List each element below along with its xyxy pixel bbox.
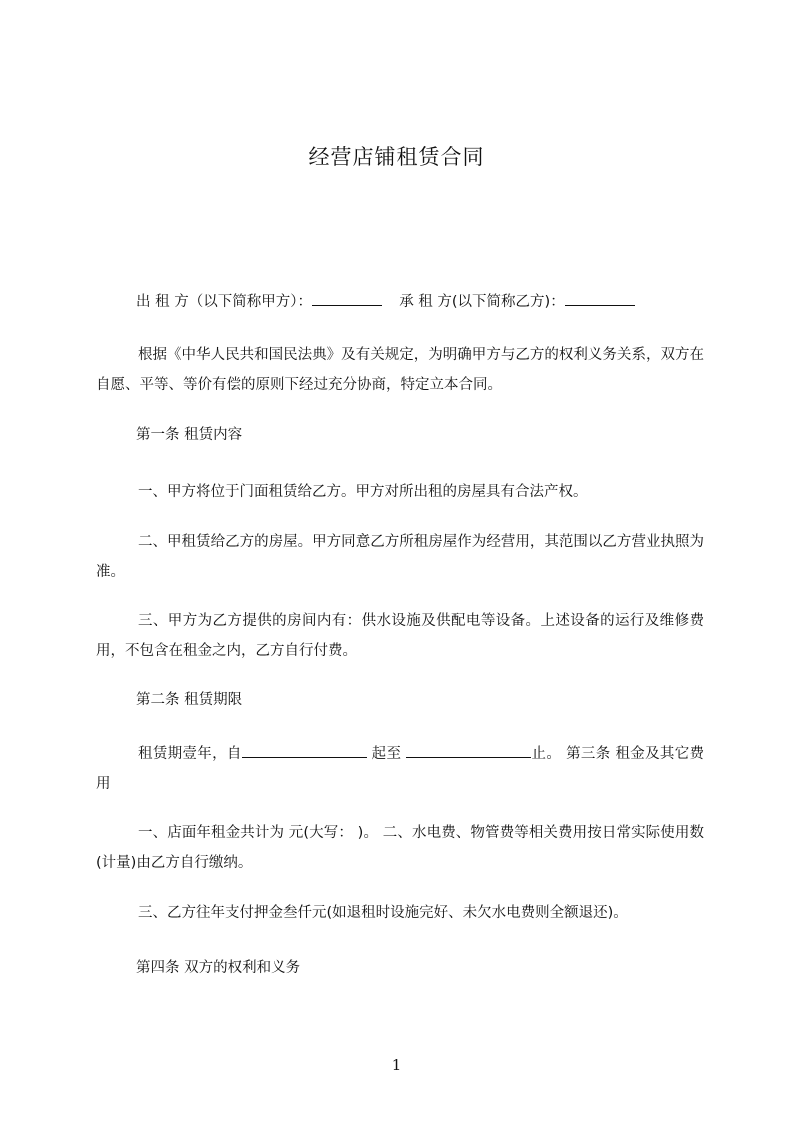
term-prefix: 租赁期壹年，自 <box>138 746 242 762</box>
article1-item1: 一、甲方将位于门面租赁给乙方。甲方对所出租的房屋具有合法产权。 <box>138 484 588 500</box>
article1-item2: 二、甲租赁给乙方的房屋。甲方同意乙方所租房屋作为经营用，其范围以乙方营业执照为准。 <box>96 534 704 580</box>
end-date-blank[interactable] <box>406 743 531 758</box>
lessor-blank[interactable] <box>312 291 382 306</box>
lessee-label: 承 租 方(以下简称乙方)： <box>399 294 565 310</box>
term-middle: 起至 <box>371 746 402 762</box>
lessor-label: 出 租 方（以下简称甲方）： <box>136 294 312 310</box>
preamble-paragraph: 根据《中华人民共和国民法典》及有关规定，为明确甲方与乙方的权利义务关系，双方在自愿、平等、等价有偿的原则下经过充分协商，特定立本合同。 <box>96 347 704 393</box>
lease-term-paragraph <box>96 739 704 799</box>
start-date-blank[interactable] <box>242 743 367 758</box>
article1-heading: 第一条 租赁内容 <box>136 427 243 443</box>
article2-heading: 第二条 租赁期限 <box>136 692 243 708</box>
article1-item3: 三、甲方为乙方提供的房间内有：供水设施及供配电等设备。上述设备的运行及维修费用，不包含在租金之内，乙方自行付费。 <box>96 613 704 659</box>
term-suffix: 止。 第三条 租金及其它费用 <box>96 746 705 792</box>
document-title: 经营店铺租赁合同 <box>308 145 485 169</box>
article4-heading: 第四条 双方的权利和义务 <box>136 960 301 976</box>
article3-item1: 一、店面年租金共计为 元(大写： )。 二、水电费、物管费等相关费用按日常实际使用数(计量)由乙方自行缴纳。 <box>96 825 704 871</box>
page-number: 1 <box>391 1056 402 1074</box>
article3-item3: 三、乙方往年支付押金叁仟元(如退租时设施完好、未欠水电费则全额退还)。 <box>138 905 628 921</box>
parties-line <box>136 291 716 312</box>
lessee-blank[interactable] <box>565 291 635 306</box>
